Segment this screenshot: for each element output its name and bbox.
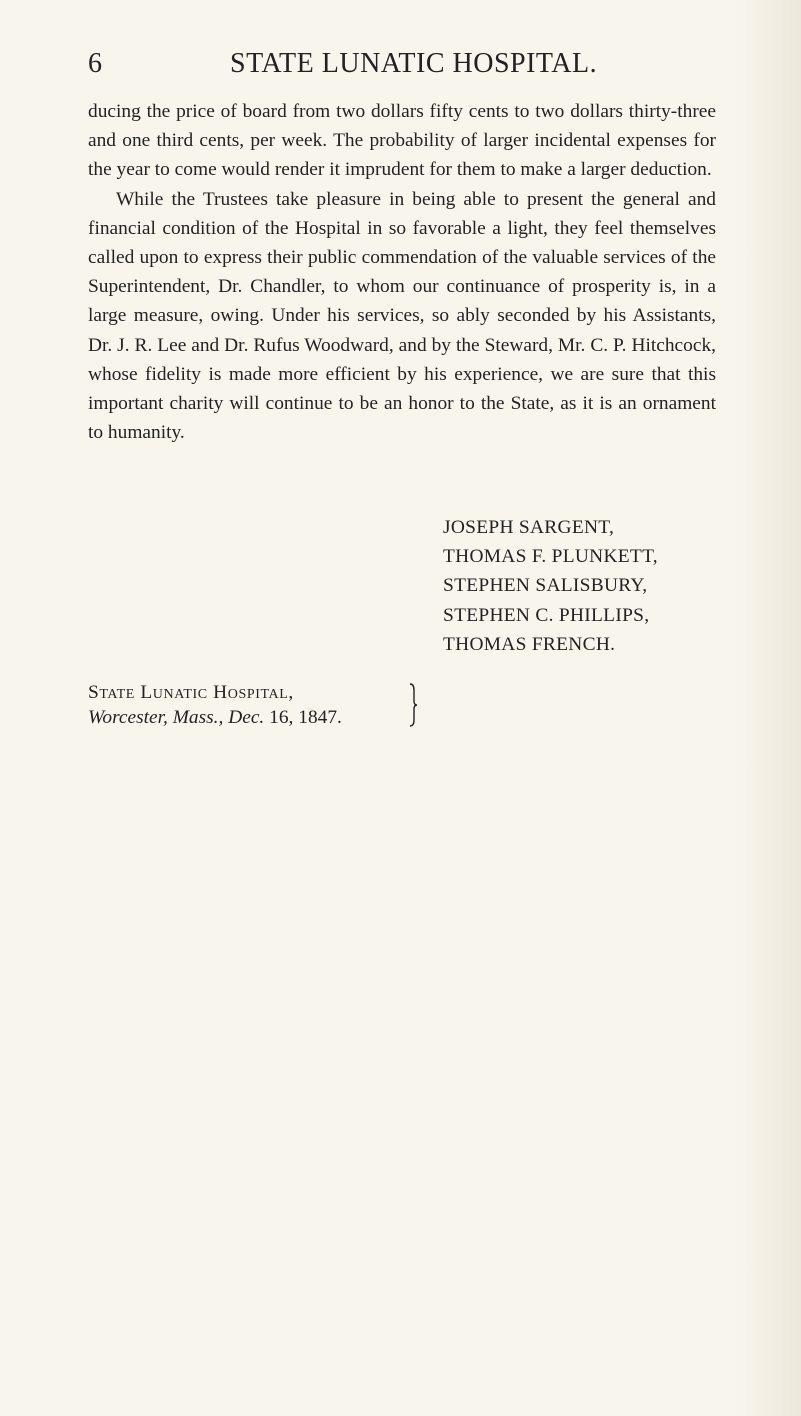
signatory: STEPHEN C. PHILLIPS,: [443, 604, 650, 626]
page-number: 6: [88, 48, 103, 79]
dateline-place: Worcester, Mass., Dec.: [88, 707, 265, 728]
dateline-place-date: [88, 705, 342, 730]
signatory: THOMAS F. PLUNKETT,: [443, 546, 658, 568]
paragraph: While the Trustees take pleasure in being able to present the general and financial condition of the Hospital in so favorable a light, they feel themselves called upon to express their public commendation of the valuable services of the Superintendent, Dr. Chandler, to whom our continuance of prosperity is, in a large measure, owing. Under his services, so ably seconded by his Assistants, Dr. J. R. Lee and Dr. Rufus Woodward, and by the Steward, Mr. C. P. Hitchcock, whose fidelity is made more efficient by his experience, we are sure that this important charity will continue to be an honor to the State, as it is an ornament to humanity.: [88, 188, 716, 444]
running-title: STATE LUNATIC HOSPITAL.: [230, 48, 598, 79]
signatories-block: [443, 513, 658, 659]
dateline-institution: State Lunatic Hospital,: [88, 682, 294, 703]
dateline: [88, 680, 342, 730]
signatory: JOSEPH SARGENT,: [443, 517, 615, 538]
signatory: THOMAS FRENCH.: [443, 633, 616, 655]
signatory: STEPHEN SALISBURY,: [443, 575, 648, 597]
page-header: [88, 48, 708, 84]
paragraph: ducing the price of board from two dollars fifty cents to two dollars thirty-three and one third cents, per week. The probability of larger incidental expenses for the year to come would render it imprudent for them to make a larger deduction.: [88, 101, 716, 181]
body-text: [88, 97, 716, 447]
brace-icon: [408, 682, 418, 728]
dateline-date: 16, 1847.: [269, 707, 342, 728]
